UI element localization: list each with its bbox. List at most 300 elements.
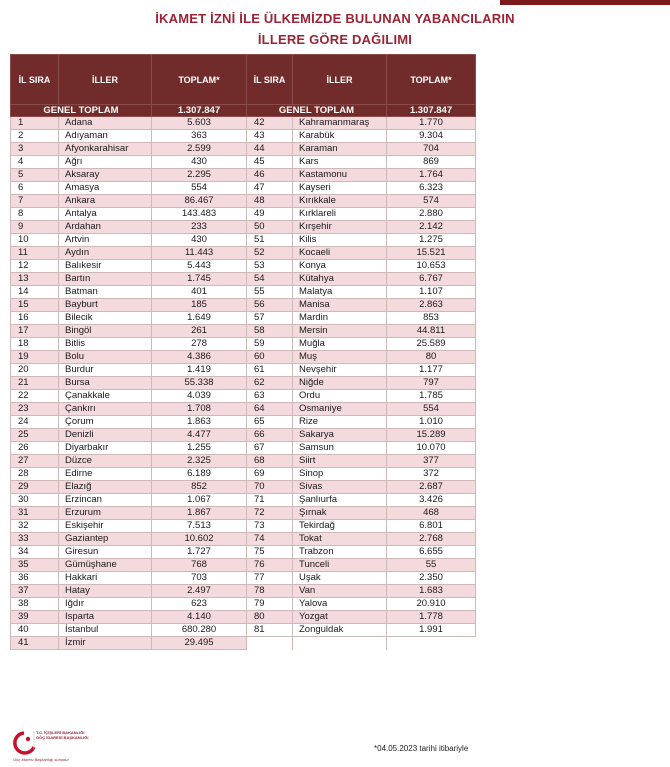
total-cell: 10.070 (387, 442, 476, 455)
total-cell: 2.350 (387, 572, 476, 585)
rank-cell: 21 (11, 377, 59, 390)
city-cell: Ardahan (59, 221, 152, 234)
grand-total-value-right: 1.307.847 (387, 105, 476, 117)
city-cell: Adana (59, 117, 152, 130)
grand-total-label-right: GENEL TOPLAM (247, 105, 387, 117)
total-cell: 29.495 (152, 637, 247, 650)
city-cell: Kırşehir (293, 221, 387, 234)
rank-cell: 9 (11, 221, 59, 234)
rank-cell: 32 (11, 520, 59, 533)
total-cell: 1.107 (387, 286, 476, 299)
rank-cell: 42 (247, 117, 293, 130)
total-cell: 143.483 (152, 208, 247, 221)
city-cell: Şanlıurfa (293, 494, 387, 507)
city-cell: Kilis (293, 234, 387, 247)
total-cell: 1.067 (152, 494, 247, 507)
total-cell: 9.304 (387, 130, 476, 143)
rank-cell: 75 (247, 546, 293, 559)
table-row (11, 585, 476, 598)
rank-cell: 8 (11, 208, 59, 221)
total-cell: 768 (152, 559, 247, 572)
total-cell: 4.477 (152, 429, 247, 442)
rank-cell: 41 (11, 637, 59, 650)
rank-cell: 22 (11, 390, 59, 403)
rank-cell: 37 (11, 585, 59, 598)
table-row (11, 286, 476, 299)
city-cell: Tekirdağ (293, 520, 387, 533)
total-cell: 377 (387, 455, 476, 468)
city-cell: Mardin (293, 312, 387, 325)
rank-cell: 35 (11, 559, 59, 572)
rank-cell: 4 (11, 156, 59, 169)
logo-line-2: GÖÇ İDARESİ BAŞKANLIĞI (36, 735, 89, 740)
city-cell: Karaman (293, 143, 387, 156)
rank-cell: 79 (247, 598, 293, 611)
total-cell: 55 (387, 559, 476, 572)
total-cell: 1.649 (152, 312, 247, 325)
table-row (11, 299, 476, 312)
total-cell: 1.863 (152, 416, 247, 429)
rank-cell: 59 (247, 338, 293, 351)
city-cell: Bayburt (59, 299, 152, 312)
rank-cell: 39 (11, 611, 59, 624)
rank-cell: 33 (11, 533, 59, 546)
total-cell: 6.801 (387, 520, 476, 533)
city-cell: Tunceli (293, 559, 387, 572)
city-cell: Manisa (293, 299, 387, 312)
city-cell: Bolu (59, 351, 152, 364)
city-cell: Muğla (293, 338, 387, 351)
city-cell: Hatay (59, 585, 152, 598)
city-cell: Ankara (59, 195, 152, 208)
rank-cell: 45 (247, 156, 293, 169)
city-cell: Malatya (293, 286, 387, 299)
city-cell: Ordu (293, 390, 387, 403)
city-cell: Çorum (59, 416, 152, 429)
city-cell: Balıkesir (59, 260, 152, 273)
rank-cell: 78 (247, 585, 293, 598)
total-cell: 5.603 (152, 117, 247, 130)
total-cell: 20.910 (387, 598, 476, 611)
total-cell: 1.991 (387, 624, 476, 637)
city-cell: Ağrı (59, 156, 152, 169)
city-cell: Kars (293, 156, 387, 169)
table-row (11, 559, 476, 572)
header-total-right: TOPLAM* (387, 55, 476, 105)
total-cell: 233 (152, 221, 247, 234)
rank-cell: 73 (247, 520, 293, 533)
city-cell: Sinop (293, 468, 387, 481)
total-cell: 2.295 (152, 169, 247, 182)
rank-cell: 77 (247, 572, 293, 585)
city-cell: Çanakkale (59, 390, 152, 403)
total-cell: 623 (152, 598, 247, 611)
city-cell: Kırıkkale (293, 195, 387, 208)
total-cell: 1.727 (152, 546, 247, 559)
total-cell: 1.778 (387, 611, 476, 624)
total-cell: 55.338 (152, 377, 247, 390)
table-row (11, 533, 476, 546)
total-cell: 4.039 (152, 390, 247, 403)
city-cell: Osmaniye (293, 403, 387, 416)
rank-cell: 23 (11, 403, 59, 416)
rank-cell: 1 (11, 117, 59, 130)
city-cell: Siirt (293, 455, 387, 468)
total-cell: 10.653 (387, 260, 476, 273)
table-row (11, 221, 476, 234)
city-cell: Zonguldak (293, 624, 387, 637)
total-cell: 5.443 (152, 260, 247, 273)
rank-cell: 24 (11, 416, 59, 429)
rank-cell: 3 (11, 143, 59, 156)
total-cell: 185 (152, 299, 247, 312)
total-cell: 680.280 (152, 624, 247, 637)
rank-cell: 68 (247, 455, 293, 468)
total-cell: 86.467 (152, 195, 247, 208)
total-cell: 6.655 (387, 546, 476, 559)
city-cell: Adıyaman (59, 130, 152, 143)
total-cell: 278 (152, 338, 247, 351)
rank-cell: 26 (11, 442, 59, 455)
total-cell: 1.745 (152, 273, 247, 286)
grand-total-label-left: GENEL TOPLAM (11, 105, 152, 117)
rank-cell: 40 (11, 624, 59, 637)
table-row (11, 637, 476, 650)
total-cell: 1.255 (152, 442, 247, 455)
rank-cell: 49 (247, 208, 293, 221)
total-cell: 10.602 (152, 533, 247, 546)
total-cell: 7.513 (152, 520, 247, 533)
rank-cell: 25 (11, 429, 59, 442)
city-cell: Trabzon (293, 546, 387, 559)
table-row (11, 611, 476, 624)
rank-cell: 10 (11, 234, 59, 247)
city-cell: Diyarbakır (59, 442, 152, 455)
total-cell: 574 (387, 195, 476, 208)
grand-total-value-left: 1.307.847 (152, 105, 247, 117)
rank-cell: 27 (11, 455, 59, 468)
city-cell: Tokat (293, 533, 387, 546)
total-cell: 3.426 (387, 494, 476, 507)
title-line-1: İKAMET İZNİ İLE ÜLKEMİZDE BULUNAN YABANCILARIN (155, 11, 515, 26)
table-row (11, 351, 476, 364)
city-cell: Bilecik (59, 312, 152, 325)
rank-cell: 48 (247, 195, 293, 208)
table-row (11, 130, 476, 143)
table-row (11, 234, 476, 247)
city-cell: Van (293, 585, 387, 598)
total-cell: 2.497 (152, 585, 247, 598)
rank-cell: 74 (247, 533, 293, 546)
total-cell: 2.599 (152, 143, 247, 156)
city-cell: Düzce (59, 455, 152, 468)
rank-cell: 70 (247, 481, 293, 494)
rank-cell: 46 (247, 169, 293, 182)
table-row (11, 442, 476, 455)
total-cell: 704 (387, 143, 476, 156)
city-cell: Isparta (59, 611, 152, 624)
city-cell: Çankırı (59, 403, 152, 416)
total-cell: 15.289 (387, 429, 476, 442)
rank-cell: 11 (11, 247, 59, 260)
total-cell: 2.325 (152, 455, 247, 468)
total-cell: 853 (387, 312, 476, 325)
city-cell: Burdur (59, 364, 152, 377)
city-cell: Konya (293, 260, 387, 273)
table-row (11, 195, 476, 208)
rank-cell: 51 (247, 234, 293, 247)
total-cell: 25.589 (387, 338, 476, 351)
total-cell: 554 (387, 403, 476, 416)
city-cell: İstanbul (59, 624, 152, 637)
table-row (11, 403, 476, 416)
table-row (11, 455, 476, 468)
total-cell: 797 (387, 377, 476, 390)
rank-cell: 5 (11, 169, 59, 182)
city-cell: Kütahya (293, 273, 387, 286)
table-row (11, 143, 476, 156)
rank-cell: 63 (247, 390, 293, 403)
city-cell: Amasya (59, 182, 152, 195)
table-row (11, 325, 476, 338)
city-cell: Kırklareli (293, 208, 387, 221)
rank-cell: 56 (247, 299, 293, 312)
rank-cell: 60 (247, 351, 293, 364)
city-cell: Elazığ (59, 481, 152, 494)
total-cell: 1.764 (387, 169, 476, 182)
date-footnote: *04.05.2023 tarihi itibariyle (374, 744, 469, 753)
logo-slogan: Göç İdaresi Başkanlığı sunudur (13, 757, 69, 762)
total-cell: 6.189 (152, 468, 247, 481)
rank-cell: 81 (247, 624, 293, 637)
rank-cell: 54 (247, 273, 293, 286)
table-row (11, 273, 476, 286)
city-cell: Erzincan (59, 494, 152, 507)
table-row (11, 208, 476, 221)
rank-cell: 44 (247, 143, 293, 156)
header-city-right: İLLER (293, 55, 387, 105)
city-cell: Gaziantep (59, 533, 152, 546)
rank-cell: 34 (11, 546, 59, 559)
total-cell: 430 (152, 156, 247, 169)
total-cell: 2.863 (387, 299, 476, 312)
empty-cell (247, 637, 293, 650)
city-cell: Karabük (293, 130, 387, 143)
rank-cell: 12 (11, 260, 59, 273)
total-cell: 6.323 (387, 182, 476, 195)
city-cell: Yalova (293, 598, 387, 611)
rank-cell: 52 (247, 247, 293, 260)
rank-cell: 76 (247, 559, 293, 572)
rank-cell: 43 (247, 130, 293, 143)
rank-cell: 64 (247, 403, 293, 416)
table-row (11, 390, 476, 403)
table-header-row (11, 55, 476, 105)
city-cell: Eskişehir (59, 520, 152, 533)
table-row (11, 182, 476, 195)
city-cell: Rize (293, 416, 387, 429)
total-cell: 1.683 (387, 585, 476, 598)
total-cell: 554 (152, 182, 247, 195)
rank-cell: 2 (11, 130, 59, 143)
table-row (11, 156, 476, 169)
total-cell: 1.177 (387, 364, 476, 377)
city-cell: Bingöl (59, 325, 152, 338)
rank-cell: 57 (247, 312, 293, 325)
total-cell: 1.010 (387, 416, 476, 429)
table-row (11, 468, 476, 481)
city-cell: Aydın (59, 247, 152, 260)
rank-cell: 7 (11, 195, 59, 208)
city-cell: Bartın (59, 273, 152, 286)
total-cell: 261 (152, 325, 247, 338)
city-cell: Bursa (59, 377, 152, 390)
city-cell: Edirne (59, 468, 152, 481)
total-cell: 1.867 (152, 507, 247, 520)
rank-cell: 80 (247, 611, 293, 624)
city-cell: Antalya (59, 208, 152, 221)
table-row (11, 364, 476, 377)
table-row (11, 312, 476, 325)
total-cell: 468 (387, 507, 476, 520)
rank-cell: 17 (11, 325, 59, 338)
header-rank-left: İL SIRA (11, 55, 59, 105)
table-row (11, 546, 476, 559)
total-cell: 1.770 (387, 117, 476, 130)
total-cell: 44.811 (387, 325, 476, 338)
table-row (11, 416, 476, 429)
rank-cell: 47 (247, 182, 293, 195)
total-cell: 1.275 (387, 234, 476, 247)
city-cell: Artvin (59, 234, 152, 247)
city-cell: Kayseri (293, 182, 387, 195)
table-row (11, 169, 476, 182)
rank-cell: 53 (247, 260, 293, 273)
rank-cell: 31 (11, 507, 59, 520)
empty-cell (387, 637, 476, 650)
total-cell: 11.443 (152, 247, 247, 260)
rank-cell: 29 (11, 481, 59, 494)
title-line-2: İLLERE GÖRE DAĞILIMI (257, 32, 413, 47)
city-cell: İzmir (59, 637, 152, 650)
rank-cell: 14 (11, 286, 59, 299)
total-cell: 852 (152, 481, 247, 494)
city-cell: Samsun (293, 442, 387, 455)
city-cell: Bitlis (59, 338, 152, 351)
total-cell: 80 (387, 351, 476, 364)
rank-cell: 50 (247, 221, 293, 234)
page-title (0, 8, 670, 50)
rank-cell: 61 (247, 364, 293, 377)
rank-cell: 66 (247, 429, 293, 442)
city-cell: Kocaeli (293, 247, 387, 260)
city-cell: Sivas (293, 481, 387, 494)
rank-cell: 18 (11, 338, 59, 351)
table-row (11, 481, 476, 494)
rank-cell: 19 (11, 351, 59, 364)
rank-cell: 16 (11, 312, 59, 325)
total-cell: 2.880 (387, 208, 476, 221)
total-cell: 2.687 (387, 481, 476, 494)
total-cell: 15.521 (387, 247, 476, 260)
grand-total-row (11, 105, 476, 117)
table-row (11, 338, 476, 351)
rank-cell: 13 (11, 273, 59, 286)
rank-cell: 69 (247, 468, 293, 481)
city-cell: Uşak (293, 572, 387, 585)
city-cell: Giresun (59, 546, 152, 559)
city-cell: Hakkari (59, 572, 152, 585)
city-cell: Şırnak (293, 507, 387, 520)
total-cell: 372 (387, 468, 476, 481)
header-city-left: İLLER (59, 55, 152, 105)
rank-cell: 55 (247, 286, 293, 299)
rank-cell: 71 (247, 494, 293, 507)
rank-cell: 65 (247, 416, 293, 429)
total-cell: 2.768 (387, 533, 476, 546)
rank-cell: 30 (11, 494, 59, 507)
table-row (11, 429, 476, 442)
total-cell: 1.785 (387, 390, 476, 403)
city-cell: Denizli (59, 429, 152, 442)
city-cell: Iğdır (59, 598, 152, 611)
rank-cell: 72 (247, 507, 293, 520)
city-cell: Afyonkarahisar (59, 143, 152, 156)
city-cell: Niğde (293, 377, 387, 390)
total-cell: 1.419 (152, 364, 247, 377)
rank-cell: 28 (11, 468, 59, 481)
corner-accent-bar (500, 0, 670, 5)
city-cell: Kahramanmaraş (293, 117, 387, 130)
rank-cell: 38 (11, 598, 59, 611)
header-total-left: TOPLAM* (152, 55, 247, 105)
table-row (11, 117, 476, 130)
total-cell: 4.140 (152, 611, 247, 624)
city-cell: Muş (293, 351, 387, 364)
total-cell: 4.386 (152, 351, 247, 364)
city-cell: Batman (59, 286, 152, 299)
table-row (11, 520, 476, 533)
logo-text (36, 730, 88, 740)
table-row (11, 494, 476, 507)
total-cell: 869 (387, 156, 476, 169)
city-cell: Sakarya (293, 429, 387, 442)
logo-line-1: T.C. İÇİŞLERİ BAKANLIĞI (36, 730, 85, 735)
total-cell: 1.708 (152, 403, 247, 416)
city-cell: Aksaray (59, 169, 152, 182)
table-row (11, 377, 476, 390)
table-row (11, 507, 476, 520)
total-cell: 703 (152, 572, 247, 585)
total-cell: 430 (152, 234, 247, 247)
empty-cell (293, 637, 387, 650)
total-cell: 6.767 (387, 273, 476, 286)
city-cell: Nevşehir (293, 364, 387, 377)
total-cell: 363 (152, 130, 247, 143)
city-cell: Erzurum (59, 507, 152, 520)
rank-cell: 62 (247, 377, 293, 390)
city-cell: Yozgat (293, 611, 387, 624)
table-row (11, 624, 476, 637)
total-cell: 2.142 (387, 221, 476, 234)
province-table (10, 54, 476, 650)
table-row (11, 247, 476, 260)
rank-cell: 15 (11, 299, 59, 312)
city-cell: Mersin (293, 325, 387, 338)
rank-cell: 36 (11, 572, 59, 585)
rank-cell: 20 (11, 364, 59, 377)
rank-cell: 6 (11, 182, 59, 195)
